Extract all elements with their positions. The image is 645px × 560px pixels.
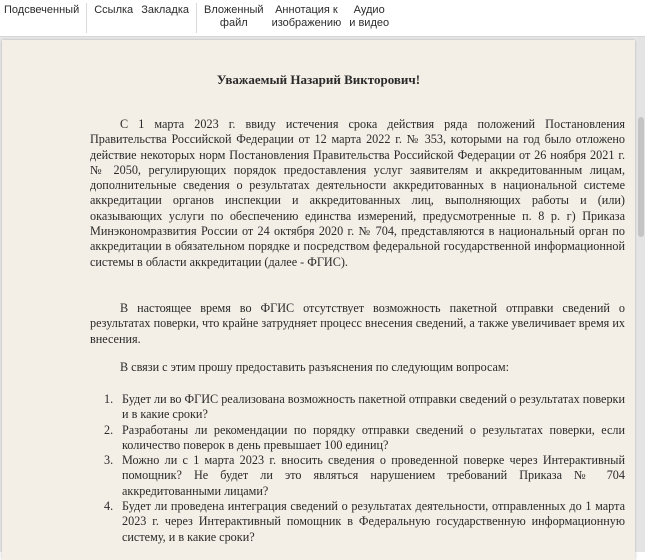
list-item [104,392,625,423]
list-item [104,422,625,454]
vertical-scrollbar[interactable] [637,37,645,552]
list-item [104,499,625,545]
list-item-number: 2. [104,422,114,437]
annotation-toolbar [0,0,645,37]
document-page [2,40,635,560]
letter-paragraph-3: В связи с этим прошу предоставить разъяснения по следующим вопросам: [120,360,510,374]
audio-video-label: Аудио [353,4,385,16]
attached-file-button[interactable] [200,0,268,30]
toolbar-divider [196,3,197,33]
image-annotation-button[interactable] [268,0,346,30]
toolbar-divider [86,3,87,33]
list-item-number: 4. [104,499,114,514]
list-item-text: Разработаны ли рекомендации по порядку отправки сведений о результатах поверки, если количество поверок в день превышает 100 единиц? [122,422,625,452]
attached-file-label-line2: файл [219,17,248,29]
bookmark-label: Закладка [141,4,190,16]
highlight-label: Подсвеченный [4,4,80,16]
highlight-button[interactable] [0,0,83,17]
audio-video-button[interactable] [345,0,393,30]
letter-paragraph-1: С 1 марта 2023 г. ввиду истечения срока действия ряда положений Постановления Правительства Российской Федерации от 12 марта 2022 г. № 353, которыми на год было отложено действие некоторых норм Постановления Правительства Российской Федерации от 26 ноября 2021 г. № 2050, регулирующих порядок предоставления услуг заявителям и аккредитованным лицам, дополнительные сведения о результатах деятельности аккредитованных в национальной системе аккредитации органов инспекции и аккредитованных лиц, выполняющих работы и (или) оказывающих услуги по обеспечению единства измерений, предусмотренные п. 8 р. г) Приказа Минэкономразвития России от 24 октября 2020 г. № 704, представляются в национальный орган по аккредитации в обязательном порядке и посредством федеральной государственной информационной системы в области аккредитации (далее - ФГИС). [90,117,625,269]
questions-list [104,392,625,545]
list-item-text: Можно ли с 1 марта 2023 г. вносить сведения о проведенной поверке через Интерактивный помощник? Не будет ли это являться нарушением требований Приказа № 704 аккредитованными лицами? [122,453,625,498]
attached-file-label: Вложенный [204,4,264,16]
list-item-number: 1. [104,392,114,406]
audio-video-label-line2: и видео [349,17,390,29]
list-item [104,453,625,499]
scrollbar-thumb[interactable] [638,117,644,237]
letter-greeting: Уважаемый Назарий Викторович! [216,72,421,87]
list-item-text: Будет ли проведена интеграция сведений о результатах деятельности, отправленных до 1 марта 2023 г. через Интерактивный помощник в Федеральную государственную информационную систему, и в какие сроки? [122,499,625,544]
list-item-text: Будет ли во ФГИС реализована возможность пакетной отправки сведений о результатах поверки и в какие сроки? [122,392,625,422]
list-item-number: 3. [104,453,114,468]
image-annotation-label: Аннотация к [275,4,338,16]
link-label: Ссылка [94,4,134,16]
image-annotation-label-line2: изображению [271,17,342,29]
bookmark-button[interactable] [137,0,193,17]
document-viewer[interactable] [0,37,645,552]
letter-paragraph-2: В настоящее время во ФГИС отсутствует возможность пакетной отправки сведений о результатах поверки, что крайне затрудняет процесс внесения сведений, а также увеличивает время их внесения. [90,301,625,346]
link-button[interactable] [90,0,137,17]
